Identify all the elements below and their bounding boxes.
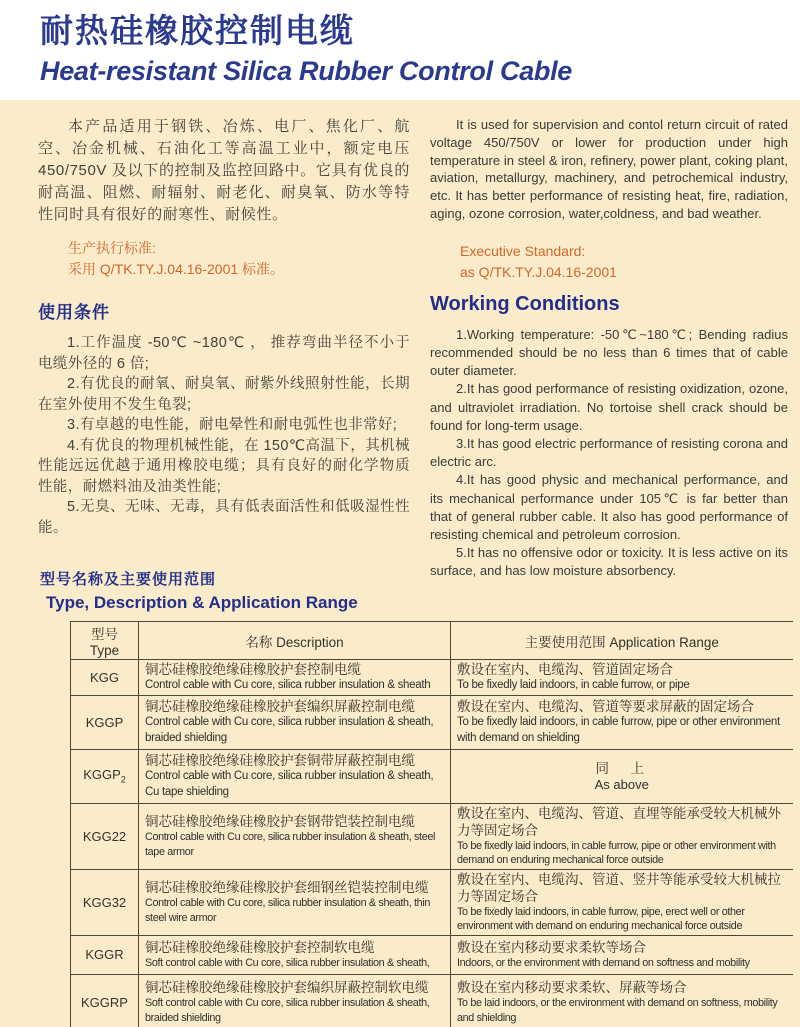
description-cell	[139, 749, 451, 803]
condition-item-zh: 5.无臭、无味、无毒，具有低表面活性和低吸湿性性能。	[38, 499, 410, 536]
description-zh: 铜芯硅橡胶绝缘硅橡胶护套钢带铠装控制电缆	[145, 814, 415, 829]
col-header-description: 名称 Description	[139, 622, 451, 660]
description-en: Control cable with Cu core, silica rubber insulation & sheath, braided shielding	[145, 716, 434, 744]
condition-item-zh: 2.有优良的耐氧、耐臭氧、耐紫外线照射性能，长期在室外使用不发生龟裂;	[38, 376, 410, 413]
condition-item-en: 2.It has good performance of resisting oxidization, ozone, and ultraviolet irradiation. No tortoise shell crack should be found for long-term usage.	[430, 381, 788, 433]
application-en: To be fixedly laid indoors, in cable furrow, pipe or other environment with demand on enduring mechanical force outside	[457, 839, 776, 866]
description-en: Control cable with Cu core, silica rubber insulation & sheath, thin steel wire armor	[145, 897, 431, 924]
description-cell	[139, 803, 451, 869]
intro-paragraph-en: It is used for supervision and contol return circuit of rated voltage 450/750V or lower for production under high temperature in steel & iron, refinery, power plant, coking plant, aviation, metallurgy, machinery, and petrochemical industry, etc. It has better performance of resisting heat, fire, radiation, aging, ozone corrosion, water,coldness, and bad weather.	[430, 117, 788, 221]
application-cell	[451, 803, 793, 869]
table-row-kgg22	[71, 803, 793, 869]
application-en: To be fixedly laid indoors, in cable furrow, pipe or other environment with demand on shielding	[457, 716, 780, 744]
application-en: To be fixedly laid indoors, in cable furrow, or pipe	[457, 679, 690, 691]
description-zh: 铜芯硅橡胶绝缘硅橡胶护套编织屏蔽控制电缆	[145, 699, 415, 714]
condition-item-zh: 3.有卓越的电性能，耐电晕性和耐电弧性也非常好;	[67, 417, 398, 433]
table-header-row	[71, 622, 793, 660]
type-cell: KGGR	[71, 935, 139, 974]
table-row-kggp	[71, 695, 793, 749]
column-english	[430, 116, 788, 581]
description-zh: 铜芯硅橡胶绝缘硅橡胶护套细钢丝铠装控制电缆	[145, 880, 429, 895]
description-en: Control cable with Cu core, silica rubber insulation & sheath, steel tape armor	[145, 831, 436, 858]
type-section-title-zh: 型号名称及主要使用范围	[40, 571, 217, 588]
cable-type-table	[70, 621, 793, 1027]
executive-standard-en	[430, 241, 788, 283]
application-cell	[451, 695, 793, 749]
page-title-zh: 耐热硅橡胶控制电缆	[40, 12, 355, 49]
table-row-kggrp	[71, 974, 793, 1027]
application-cell	[451, 869, 793, 935]
condition-item-zh: 4.有优良的物理机械性能，在 150℃高温下，其机械性能远远优越于通用橡胶电缆；具有良好的耐化学物质性能，耐燃料油及油类性能;	[38, 437, 410, 495]
page-title-en: Heat-resistant Silica Rubber Control Cable	[40, 56, 573, 86]
description-en: Control cable with Cu core, silica rubber insulation & sheath, Cu tape shielding	[145, 770, 434, 798]
application-cell	[451, 660, 793, 696]
standard-label-zh: 生产执行标准:	[68, 240, 156, 256]
description-zh: 铜芯硅橡胶绝缘硅橡胶护套铜带屏蔽控制电缆	[145, 753, 415, 768]
description-cell	[139, 869, 451, 935]
type-cell: KGGP	[71, 695, 139, 749]
application-zh: 敷设在室内、电缆沟、管道固定场合	[457, 662, 673, 677]
table-row-kgg32	[71, 869, 793, 935]
condition-item-en: 1.Working temperature: -50℃~180℃; Bending radius recommended should be no less than 6 times that of cable outer diameter.	[430, 326, 788, 379]
condition-item-en: 5.It has no offensive odor or toxicity. It is less active on its surface, and has low moisture absorbency.	[430, 545, 788, 579]
description-cell	[139, 935, 451, 974]
working-conditions-heading-en: Working Conditions	[430, 292, 620, 315]
application-zh: 敷设在室内、电缆沟、管道、竖井等能承受较大机械拉力等固定场合	[457, 871, 781, 904]
application-zh: 敷设在室内、电缆沟、管道等要求屏蔽的固定场合	[457, 699, 754, 714]
application-en: As above	[594, 776, 649, 792]
application-zh: 同 上	[595, 760, 648, 776]
condition-item-en: 4.It has good physic and mechanical performance, and its mechanical performance under 105℃ is far better than that of general rubber cable. It also has good performance of resisting chemical and petroleum corrosion.	[430, 472, 788, 543]
application-zh: 敷设在室内移动要求柔软、屏蔽等场合	[457, 980, 687, 995]
intro-paragraph-zh: 本产品适用于钢铁、冶炼、电厂、焦化厂、航空、冶金机械、石油化工等高温工业中，额定电压 450/750V 及以下的控制及监控回路中。它具有优良的耐高温、阻燃、耐辐射、耐老化、耐臭氧、防水等特性同时具有很好的耐寒性、耐候性。	[38, 118, 410, 223]
condition-item-zh: 1.工作温度 -50℃ ~180℃ ， 推荐弯曲半径不小于电缆外径的 6 倍;	[38, 335, 410, 372]
description-en: Soft control cable with Cu core, silica rubber insulation & sheath,	[145, 956, 430, 969]
table-row-kggp2	[71, 749, 793, 803]
description-zh: 铜芯硅橡胶绝缘硅橡胶护套控制软电缆	[145, 939, 375, 955]
type-cell: KGG	[71, 660, 139, 696]
page-header	[0, 0, 800, 100]
description-cell	[139, 974, 451, 1027]
application-en: To be laid indoors, or the environment with demand on softness, mobility and shielding	[457, 997, 778, 1024]
working-conditions-heading-zh: 使用条件	[38, 303, 110, 322]
application-cell	[451, 749, 793, 803]
table-row-kggr	[71, 935, 793, 974]
application-cell	[451, 935, 793, 974]
two-column-section	[38, 116, 788, 579]
description-zh: 铜芯硅橡胶绝缘硅橡胶护套编织屏蔽控制软电缆	[145, 980, 429, 995]
type-label: KGGP	[83, 767, 121, 783]
table-row-kgg	[71, 660, 793, 696]
col-header-application: 主要使用范围 Application Range	[451, 622, 793, 660]
application-en: Indoors, or the environment with demand on softness and mobility	[457, 956, 750, 969]
type-cell: KGG22	[71, 803, 139, 869]
description-en: Control cable with Cu core, silica rubber insulation & sheath	[145, 679, 431, 691]
type-subscript: 2	[120, 774, 126, 785]
type-cell: KGGRP	[71, 974, 139, 1027]
description-cell	[139, 660, 451, 696]
application-zh: 敷设在室内移动要求柔软等场合	[457, 939, 646, 955]
column-chinese	[38, 116, 410, 581]
standard-value-zh: 采用 Q/TK.TY.J.04.16-2001 标准。	[68, 261, 285, 277]
standard-value-en: as Q/TK.TY.J.04.16-2001	[460, 263, 617, 280]
type-cell: KGG32	[71, 869, 139, 935]
description-zh: 铜芯硅橡胶绝缘硅橡胶护套控制电缆	[145, 662, 361, 677]
application-zh: 敷设在室内、电缆沟、管道、直埋等能承受较大机械外力等固定场合	[457, 805, 781, 838]
description-cell	[139, 695, 451, 749]
standard-label-en: Executive Standard:	[460, 242, 586, 259]
page-body	[0, 100, 800, 1027]
type-cell	[71, 749, 139, 803]
type-section-title-en: Type, Description & Application Range	[46, 593, 358, 612]
application-cell	[451, 974, 793, 1027]
executive-standard-zh	[38, 238, 410, 280]
col-header-type: 型号 Type	[71, 622, 139, 660]
application-en: To be fixedly laid indoors, in cable furrow, pipe, erect well or other environment with demand on enduring mechanical force outside	[457, 905, 745, 932]
condition-item-en: 3.It has good electric performance of resisting corona and electric arc.	[430, 436, 788, 470]
description-en: Soft control cable with Cu core, silica rubber insulation & sheath, braided shielding	[145, 997, 430, 1024]
